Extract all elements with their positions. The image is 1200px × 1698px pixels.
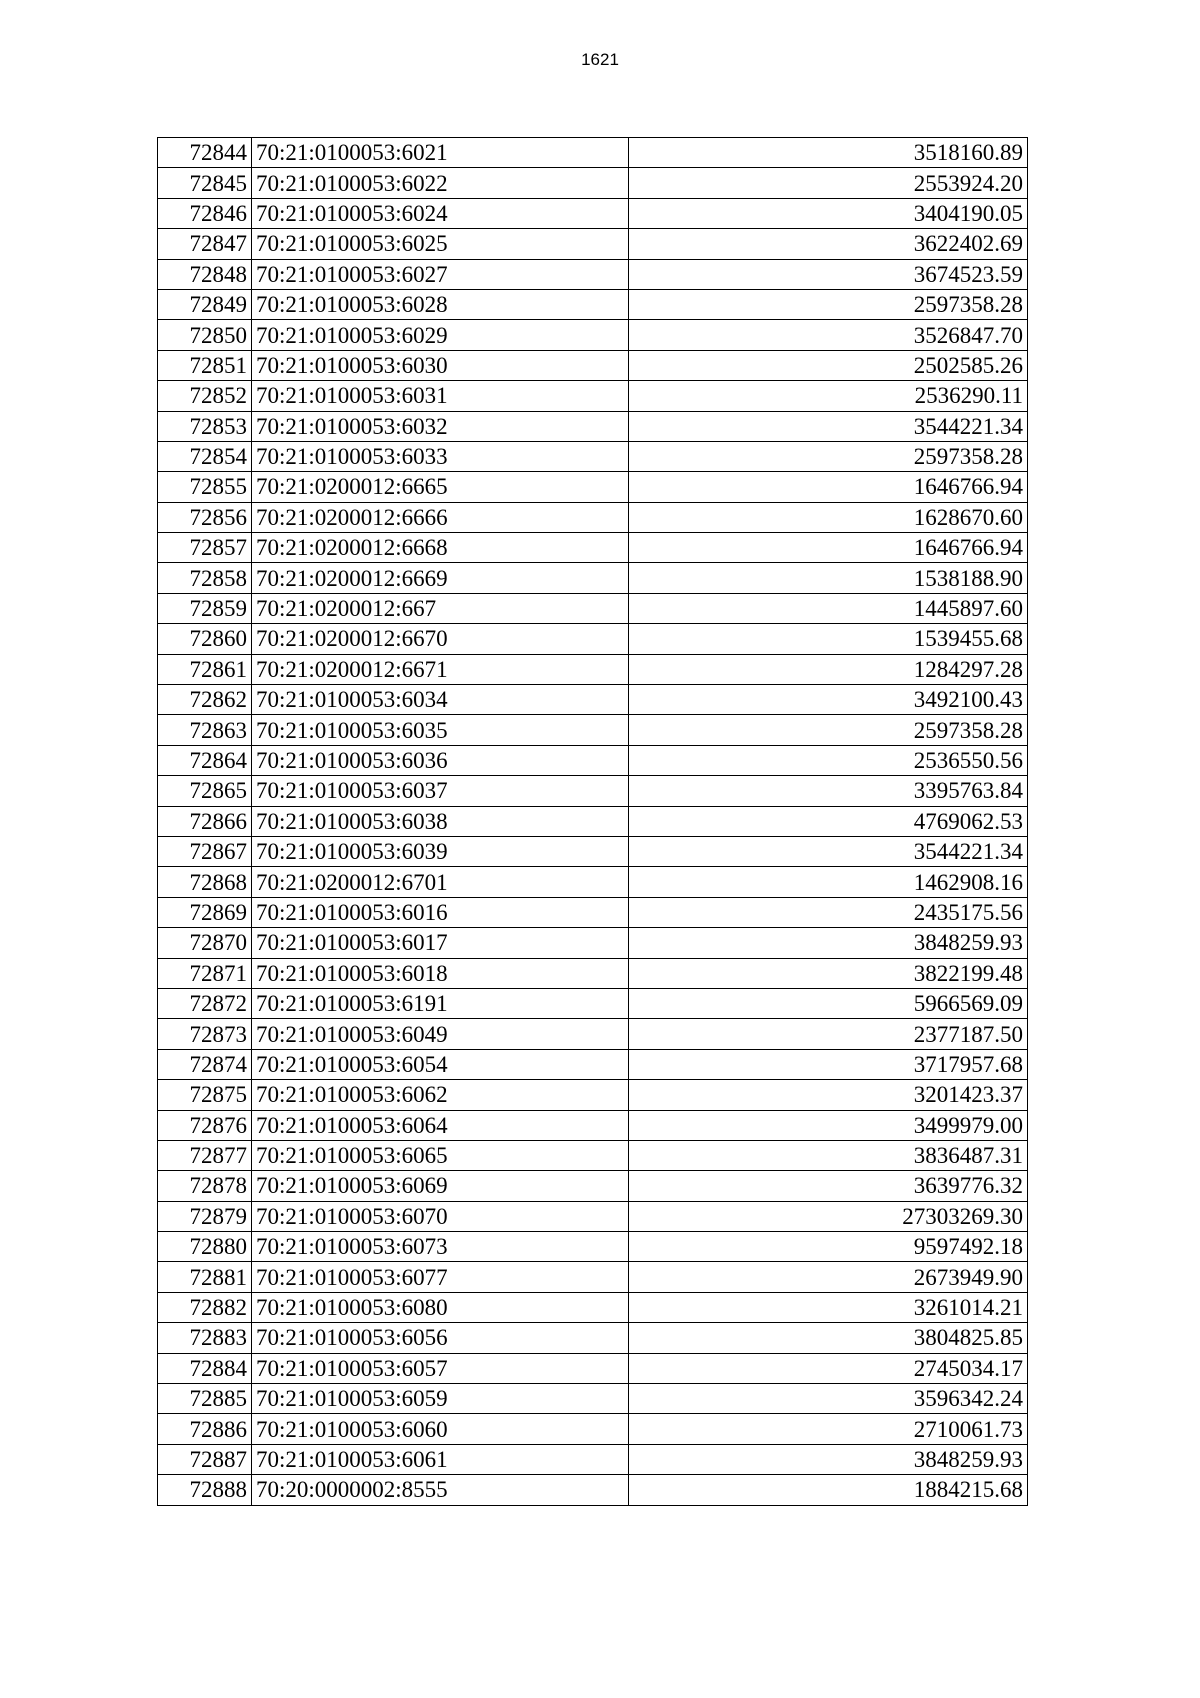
cadastral-number-cell: 70:21:0200012:6665 [252,472,629,502]
table-row [158,441,1028,471]
cadastral-number-cell: 70:21:0100053:6049 [252,1019,629,1049]
cadastral-value-cell: 3526847.70 [629,320,1028,350]
cadastral-value-cell: 3201423.37 [629,1080,1028,1110]
table-row [158,1140,1028,1170]
row-number-cell: 72880 [158,1232,252,1262]
cadastral-number-cell: 70:21:0100053:6191 [252,988,629,1018]
table-row [158,1019,1028,1049]
cadastral-number-cell: 70:21:0200012:667 [252,593,629,623]
row-number-cell: 72852 [158,381,252,411]
cadastral-number-cell: 70:21:0100053:6077 [252,1262,629,1292]
cadastral-value-cell: 3717957.68 [629,1049,1028,1079]
row-number-cell: 72882 [158,1292,252,1322]
cadastral-number-cell: 70:21:0200012:6668 [252,533,629,563]
table-row [158,1080,1028,1110]
table-row [158,138,1028,168]
row-number-cell: 72872 [158,988,252,1018]
table-row [158,928,1028,958]
row-number-cell: 72884 [158,1353,252,1383]
table-row [158,472,1028,502]
cadastral-value-cell: 1462908.16 [629,867,1028,897]
cadastral-number-cell: 70:21:0100053:6038 [252,806,629,836]
cadastral-number-cell: 70:21:0100053:6036 [252,745,629,775]
table-row [158,563,1028,593]
cadastral-number-cell: 70:21:0100053:6037 [252,776,629,806]
cadastral-value-cell: 1445897.60 [629,593,1028,623]
table-row [158,1323,1028,1353]
table-row [158,1232,1028,1262]
table-row [158,320,1028,350]
table-row [158,1414,1028,1444]
cadastral-number-cell: 70:21:0100053:6035 [252,715,629,745]
cadastral-value-cell: 3804825.85 [629,1323,1028,1353]
cadastral-number-cell: 70:21:0100053:6027 [252,259,629,289]
table-row [158,1384,1028,1414]
table-row [158,168,1028,198]
row-number-cell: 72866 [158,806,252,836]
cadastral-value-cell: 3544221.34 [629,411,1028,441]
table-row [158,502,1028,532]
cadastral-number-cell: 70:21:0100053:6065 [252,1140,629,1170]
table-row [158,1171,1028,1201]
cadastral-number-cell: 70:21:0200012:6701 [252,867,629,897]
row-number-cell: 72862 [158,685,252,715]
row-number-cell: 72859 [158,593,252,623]
cadastral-number-cell: 70:21:0100053:6033 [252,441,629,471]
cadastral-number-cell: 70:20:0000002:8555 [252,1475,629,1505]
cadastral-value-cell: 3492100.43 [629,685,1028,715]
cadastral-value-cell: 3499979.00 [629,1110,1028,1140]
cadastral-number-cell: 70:21:0200012:6669 [252,563,629,593]
cadastral-number-cell: 70:21:0100053:6056 [252,1323,629,1353]
row-number-cell: 72871 [158,958,252,988]
cadastral-value-cell: 2597358.28 [629,441,1028,471]
table-row [158,1110,1028,1140]
cadastral-value-table [157,137,1028,1506]
row-number-cell: 72865 [158,776,252,806]
cadastral-value-cell: 2597358.28 [629,289,1028,319]
row-number-cell: 72858 [158,563,252,593]
cadastral-number-cell: 70:21:0200012:6666 [252,502,629,532]
table-row [158,988,1028,1018]
cadastral-number-cell: 70:21:0100053:6060 [252,1414,629,1444]
table-row [158,654,1028,684]
table-row [158,776,1028,806]
cadastral-value-cell: 27303269.30 [629,1201,1028,1231]
cadastral-value-cell: 3622402.69 [629,229,1028,259]
page-number: 1621 [581,50,619,69]
row-number-cell: 72886 [158,1414,252,1444]
table-row [158,198,1028,228]
cadastral-number-cell: 70:21:0100053:6029 [252,320,629,350]
cadastral-value-cell: 3822199.48 [629,958,1028,988]
row-number-cell: 72873 [158,1019,252,1049]
cadastral-value-cell: 3596342.24 [629,1384,1028,1414]
table-body [158,138,1028,1506]
cadastral-value-cell: 2435175.56 [629,897,1028,927]
cadastral-value-cell: 1628670.60 [629,502,1028,532]
row-number-cell: 72845 [158,168,252,198]
cadastral-number-cell: 70:21:0100053:6031 [252,381,629,411]
cadastral-number-cell: 70:21:0100053:6030 [252,350,629,380]
row-number-cell: 72844 [158,138,252,168]
cadastral-value-cell: 2502585.26 [629,350,1028,380]
row-number-cell: 72887 [158,1444,252,1474]
table-row [158,624,1028,654]
cadastral-value-cell: 2536290.11 [629,381,1028,411]
row-number-cell: 72876 [158,1110,252,1140]
cadastral-value-cell: 2673949.90 [629,1262,1028,1292]
row-number-cell: 72853 [158,411,252,441]
cadastral-value-cell: 3544221.34 [629,836,1028,866]
cadastral-number-cell: 70:21:0100053:6034 [252,685,629,715]
cadastral-value-cell: 3639776.32 [629,1171,1028,1201]
table-row [158,867,1028,897]
table-row [158,350,1028,380]
cadastral-value-cell: 3836487.31 [629,1140,1028,1170]
cadastral-value-cell: 1884215.68 [629,1475,1028,1505]
row-number-cell: 72881 [158,1262,252,1292]
cadastral-number-cell: 70:21:0100053:6021 [252,138,629,168]
cadastral-number-cell: 70:21:0100053:6032 [252,411,629,441]
cadastral-value-cell: 2553924.20 [629,168,1028,198]
row-number-cell: 72847 [158,229,252,259]
row-number-cell: 72856 [158,502,252,532]
cadastral-value-cell: 1646766.94 [629,472,1028,502]
table-row [158,745,1028,775]
cadastral-number-cell: 70:21:0100053:6080 [252,1292,629,1322]
row-number-cell: 72848 [158,259,252,289]
cadastral-number-cell: 70:21:0100053:6061 [252,1444,629,1474]
table-row [158,685,1028,715]
row-number-cell: 72850 [158,320,252,350]
cadastral-value-cell: 2377187.50 [629,1019,1028,1049]
row-number-cell: 72849 [158,289,252,319]
cadastral-number-cell: 70:21:0100053:6057 [252,1353,629,1383]
cadastral-value-cell: 4769062.53 [629,806,1028,836]
row-number-cell: 72878 [158,1171,252,1201]
cadastral-value-cell: 3518160.89 [629,138,1028,168]
row-number-cell: 72877 [158,1140,252,1170]
cadastral-value-cell: 1538188.90 [629,563,1028,593]
row-number-cell: 72861 [158,654,252,684]
table-row [158,229,1028,259]
table-row [158,806,1028,836]
table-row [158,1292,1028,1322]
row-number-cell: 72857 [158,533,252,563]
table-row [158,897,1028,927]
row-number-cell: 72883 [158,1323,252,1353]
row-number-cell: 72868 [158,867,252,897]
cadastral-value-cell: 3404190.05 [629,198,1028,228]
cadastral-value-cell: 3848259.93 [629,1444,1028,1474]
row-number-cell: 72855 [158,472,252,502]
table-row [158,411,1028,441]
cadastral-value-cell: 9597492.18 [629,1232,1028,1262]
table-row [158,1049,1028,1079]
cadastral-value-cell: 2745034.17 [629,1353,1028,1383]
cadastral-number-cell: 70:21:0100053:6054 [252,1049,629,1079]
row-number-cell: 72860 [158,624,252,654]
cadastral-number-cell: 70:21:0100053:6039 [252,836,629,866]
row-number-cell: 72863 [158,715,252,745]
cadastral-value-cell: 2597358.28 [629,715,1028,745]
cadastral-value-cell: 3261014.21 [629,1292,1028,1322]
table-row [158,1444,1028,1474]
cadastral-number-cell: 70:21:0100053:6064 [252,1110,629,1140]
cadastral-number-cell: 70:21:0100053:6028 [252,289,629,319]
cadastral-number-cell: 70:21:0100053:6070 [252,1201,629,1231]
cadastral-value-cell: 3674523.59 [629,259,1028,289]
cadastral-value-cell: 3848259.93 [629,928,1028,958]
table-row [158,259,1028,289]
table-row [158,1475,1028,1505]
cadastral-number-cell: 70:21:0100053:6018 [252,958,629,988]
cadastral-number-cell: 70:21:0100053:6025 [252,229,629,259]
row-number-cell: 72879 [158,1201,252,1231]
cadastral-number-cell: 70:21:0200012:6670 [252,624,629,654]
cadastral-value-cell: 1539455.68 [629,624,1028,654]
table-row [158,1201,1028,1231]
cadastral-value-cell: 2536550.56 [629,745,1028,775]
row-number-cell: 72875 [158,1080,252,1110]
row-number-cell: 72851 [158,350,252,380]
cadastral-value-cell: 2710061.73 [629,1414,1028,1444]
cadastral-number-cell: 70:21:0100053:6022 [252,168,629,198]
cadastral-value-cell: 1646766.94 [629,533,1028,563]
row-number-cell: 72874 [158,1049,252,1079]
cadastral-number-cell: 70:21:0100053:6024 [252,198,629,228]
table-row [158,381,1028,411]
cadastral-value-cell: 5966569.09 [629,988,1028,1018]
cadastral-number-cell: 70:21:0100053:6059 [252,1384,629,1414]
table-row [158,836,1028,866]
table-row [158,593,1028,623]
row-number-cell: 72885 [158,1384,252,1414]
table-row [158,1353,1028,1383]
cadastral-value-cell: 1284297.28 [629,654,1028,684]
row-number-cell: 72854 [158,441,252,471]
row-number-cell: 72870 [158,928,252,958]
cadastral-value-cell: 3395763.84 [629,776,1028,806]
table-row [158,958,1028,988]
table-row [158,289,1028,319]
cadastral-number-cell: 70:21:0100053:6069 [252,1171,629,1201]
cadastral-number-cell: 70:21:0200012:6671 [252,654,629,684]
table-row [158,715,1028,745]
cadastral-number-cell: 70:21:0100053:6062 [252,1080,629,1110]
row-number-cell: 72864 [158,745,252,775]
table-row [158,1262,1028,1292]
cadastral-number-cell: 70:21:0100053:6016 [252,897,629,927]
row-number-cell: 72846 [158,198,252,228]
row-number-cell: 72869 [158,897,252,927]
cadastral-number-cell: 70:21:0100053:6073 [252,1232,629,1262]
table-row [158,533,1028,563]
row-number-cell: 72888 [158,1475,252,1505]
cadastral-number-cell: 70:21:0100053:6017 [252,928,629,958]
row-number-cell: 72867 [158,836,252,866]
